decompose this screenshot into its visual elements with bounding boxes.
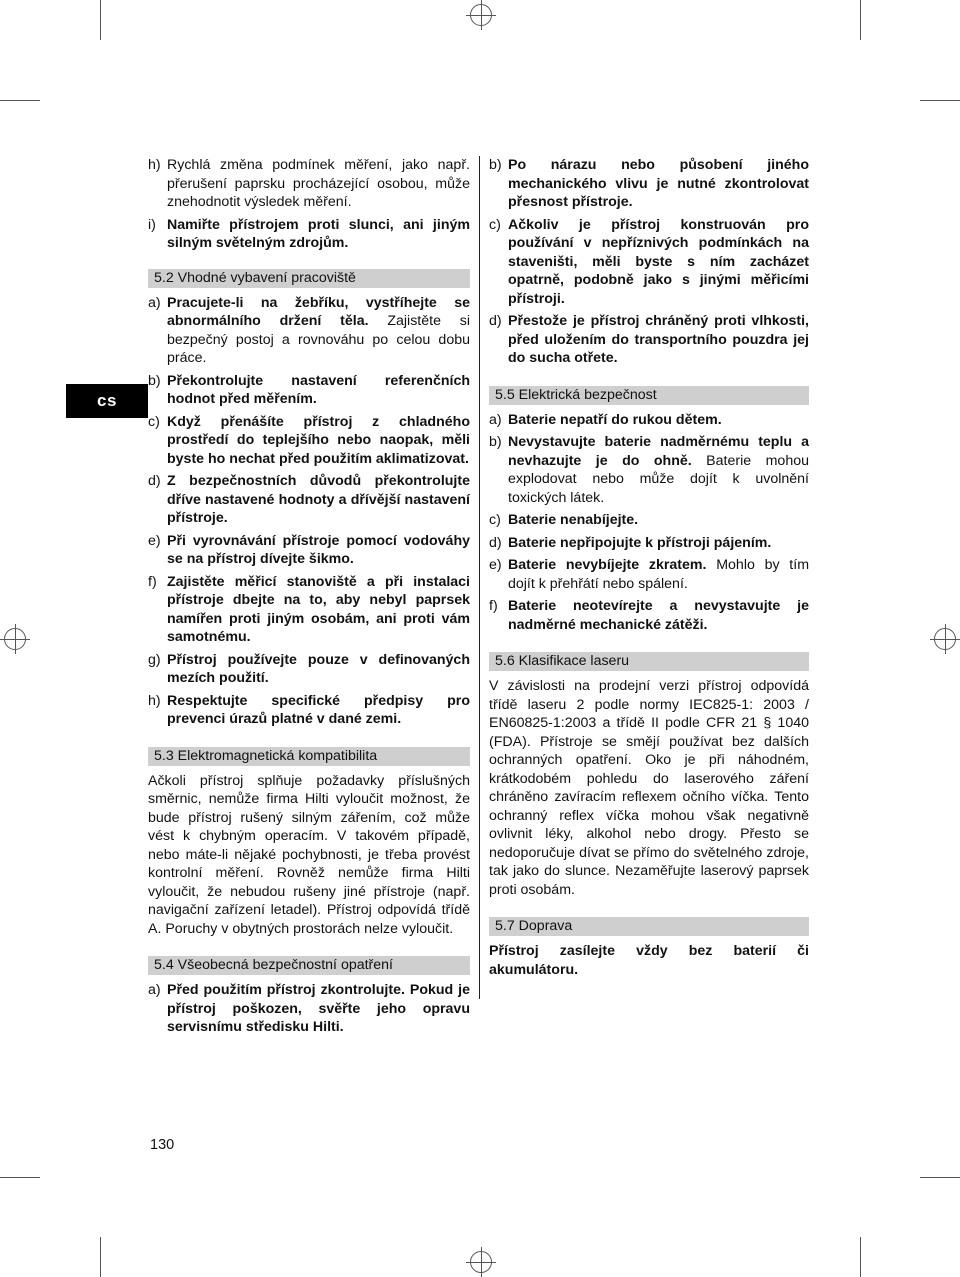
item-bold-text: Nevystavujte baterie nadměrnému teplu a nevhazujte je do ohně. (508, 434, 809, 469)
item-plain-text: Rychlá změna podmínek měření, jako např. přerušení paprsku procházející osobou, může znehodnotit výsledek měření. (167, 157, 470, 210)
section-5-2-list (148, 294, 470, 729)
item-label: c) (148, 413, 160, 430)
item-plain-text: Mohlo by tím dojít k přehřátí nebo spálení. (508, 557, 810, 592)
item-text (167, 156, 470, 212)
section-5-4-list (148, 981, 470, 1037)
crop-mark (0, 1177, 40, 1178)
right-column (489, 156, 809, 979)
section-heading-5-5: 5.5 Elektrická bezpečnost (489, 386, 809, 405)
list-item (489, 216, 809, 309)
item-bold-text: Respektujte specifické předpisy pro prevenci úrazů platné v dané zemi. (167, 692, 470, 727)
item-bold-text: Při vyrovnávání přístroje pomocí vodováhy se na přístroj dívejte šikmo. (167, 532, 470, 567)
item-plain-text: Baterie mohou explodovat nebo může dojít k uvolnění toxických látek. (508, 452, 809, 506)
list-item (489, 312, 809, 368)
list-item (489, 156, 809, 212)
item-bold-text: Ačkoliv je přístroj konstruován pro používání v nepříznivých podmínkách na staveništi, měli byste s ním zacházet opatrně, podobně jako s jinými měřicími přístroji. (508, 216, 809, 307)
item-text (167, 216, 470, 253)
section-heading-5-6: 5.6 Klasifikace laseru (489, 652, 809, 671)
item-text (508, 411, 809, 430)
item-label: f) (489, 598, 498, 614)
list-item (489, 597, 809, 634)
item-text (508, 556, 809, 593)
item-bold-text: Baterie nepřipojujte k přístroji pájením. (508, 534, 772, 551)
item-bold-text: Baterie neotevírejte a nevystavujte je nadměrné mechanické zátěži. (508, 598, 809, 633)
left-intro-list (148, 156, 470, 253)
item-label: d) (148, 473, 161, 489)
item-text (167, 651, 470, 688)
item-bold-text: Pracujete-li na žebříku, vystříhejte se abnormálního držení těla. (167, 294, 470, 329)
list-item (148, 294, 470, 368)
item-bold-text: Po nárazu nebo působení jiného mechanického vlivu je nutné zkontrolovat přesnost přístroje. (508, 157, 809, 210)
crop-mark (920, 1177, 960, 1178)
registration-mark-top (466, 0, 496, 30)
item-text (508, 511, 809, 530)
item-bold-text: Baterie nenabíjejte. (508, 512, 639, 528)
item-label: a) (489, 411, 502, 428)
item-text (508, 597, 809, 634)
item-text (167, 413, 470, 469)
list-item (148, 692, 470, 729)
column-divider (479, 156, 480, 999)
item-text (508, 433, 809, 507)
item-text (167, 372, 470, 409)
list-item (489, 556, 809, 593)
section-5-5-list (489, 411, 809, 635)
item-label: g) (148, 651, 161, 668)
item-label: d) (489, 313, 502, 329)
list-item (489, 534, 809, 553)
item-text (167, 472, 470, 528)
crop-mark (920, 100, 960, 101)
right-intro-list (489, 156, 809, 368)
item-bold-text: Namiřte přístrojem proti slunci, ani jiným silným světelným zdrojům. (167, 216, 470, 251)
item-label: i) (148, 216, 156, 233)
section-5-3-paragraph: Ačkoli přístroj splňuje požadavky příslušných směrnic, nemůže firma Hilti vyloučit možnost, že bude přístroj rušený silným zářením, což může vést k chybným operacím. V takovém případě, nebo máte-li nějaké pochybnosti, je třeba provést kontrolní měření. Rovněž nemůže firma Hilti vyloučit, že nebudou rušeny jiné přístroje (např. navigační zařízení letadel). Přístroj odpovídá třídě A. Poruchy v obytných prostorách nelze vyloučit. (148, 772, 470, 937)
item-text (167, 294, 470, 368)
item-text (508, 534, 809, 553)
item-label: h) (148, 692, 161, 709)
registration-mark-right (930, 624, 960, 654)
item-label: c) (489, 216, 501, 233)
item-text (167, 981, 470, 1037)
item-label: e) (148, 532, 161, 549)
left-column (148, 156, 470, 1041)
section-heading-5-4: 5.4 Všeobecná bezpečnostní opatření (148, 956, 470, 975)
list-item (148, 413, 470, 469)
list-item (148, 216, 470, 253)
item-text (508, 156, 809, 212)
item-label: d) (489, 534, 502, 551)
section-heading-5-7: 5.7 Doprava (489, 917, 809, 936)
list-item (148, 472, 470, 528)
item-label: a) (148, 294, 161, 311)
language-tab: cs (66, 384, 148, 418)
item-plain-text: Zajistěte si bezpečný postoj a rovnováhu po celou dobu práce. (167, 313, 470, 366)
list-item (489, 411, 809, 430)
list-item (148, 573, 470, 647)
item-label: b) (148, 372, 161, 389)
item-bold-text: Baterie nevybíjejte zkratem. (508, 557, 707, 573)
item-text (167, 532, 470, 569)
item-bold-text: Z bezpečnostních důvodů překontrolujte dříve nastavené hodnoty a dřívější nastavení přístroje. (167, 473, 470, 526)
item-text (508, 216, 809, 309)
page-number: 130 (150, 1137, 175, 1153)
item-label: b) (489, 434, 502, 450)
item-text (508, 312, 809, 368)
section-5-6-paragraph: V závislosti na prodejní verzi přístroj odpovídá třídě laseru 2 podle normy IEC825-1: 2003 / EN60825-1:2003 a třídě II podle CFR 21 § 1040 (FDA). Přístroje se smějí používat bez dalších ochranných opatření. Oko je při náhodném, krátkodobém pohledu do laserového záření chráněno zavíracím reflexem očního víčka. Tento ochranný reflex víčka mohou však negativně ovlivnit léky, alkohol nebo drogy. Přesto se nedoporučuje dívat se přímo do světelného zdroje, tak jako do slunce. Nezaměřujte laserový paprsek proti osobám. (489, 678, 809, 898)
item-label: h) (148, 157, 161, 173)
list-item (148, 981, 470, 1037)
registration-mark-bottom (466, 1247, 496, 1277)
item-label: e) (489, 557, 502, 573)
crop-mark (100, 0, 101, 40)
section-5-7-paragraph: Přístroj zasílejte vždy bez baterií či akumulátoru. (489, 943, 809, 978)
item-label: a) (148, 982, 161, 998)
crop-mark (0, 100, 40, 101)
item-text (167, 692, 470, 729)
crop-mark (860, 1237, 861, 1277)
list-item (148, 532, 470, 569)
list-item (148, 156, 470, 212)
item-bold-text: Před použitím přístroj zkontrolujte. Pokud je přístroj poškozen, svěřte jeho opravu servisnímu středisku Hilti. (167, 982, 470, 1035)
item-label: c) (489, 512, 501, 528)
item-label: b) (489, 157, 502, 173)
item-bold-text: Přístroj používejte pouze v definovaných mezích použití. (167, 651, 470, 686)
crop-mark (860, 0, 861, 40)
list-item (489, 433, 809, 507)
item-label: f) (148, 573, 157, 590)
list-item (489, 511, 809, 530)
item-text (167, 573, 470, 647)
registration-mark-left (0, 624, 30, 654)
list-item (148, 372, 470, 409)
list-item (148, 651, 470, 688)
crop-mark (100, 1237, 101, 1277)
item-bold-text: Baterie nepatří do rukou dětem. (508, 411, 722, 428)
item-bold-text: Přestože je přístroj chráněný proti vlhkosti, před uložením do transportního pouzdra jej do sucha otřete. (508, 313, 809, 366)
section-heading-5-3: 5.3 Elektromagnetická kompatibilita (148, 747, 470, 766)
section-heading-5-2: 5.2 Vhodné vybavení pracoviště (148, 269, 470, 288)
item-bold-text: Zajistěte měřicí stanoviště a při instalaci přístroje dbejte na to, aby nebyl paprsek namířen proti jiným osobám, ani proti vám samotnému. (167, 573, 470, 645)
item-bold-text: Překontrolujte nastavení referenčních hodnot před měřením. (167, 372, 470, 407)
item-bold-text: Když přenášíte přístroj z chladného prostředí do teplejšího nebo naopak, měli byste ho nechat před použitím aklimatizovat. (167, 413, 470, 467)
